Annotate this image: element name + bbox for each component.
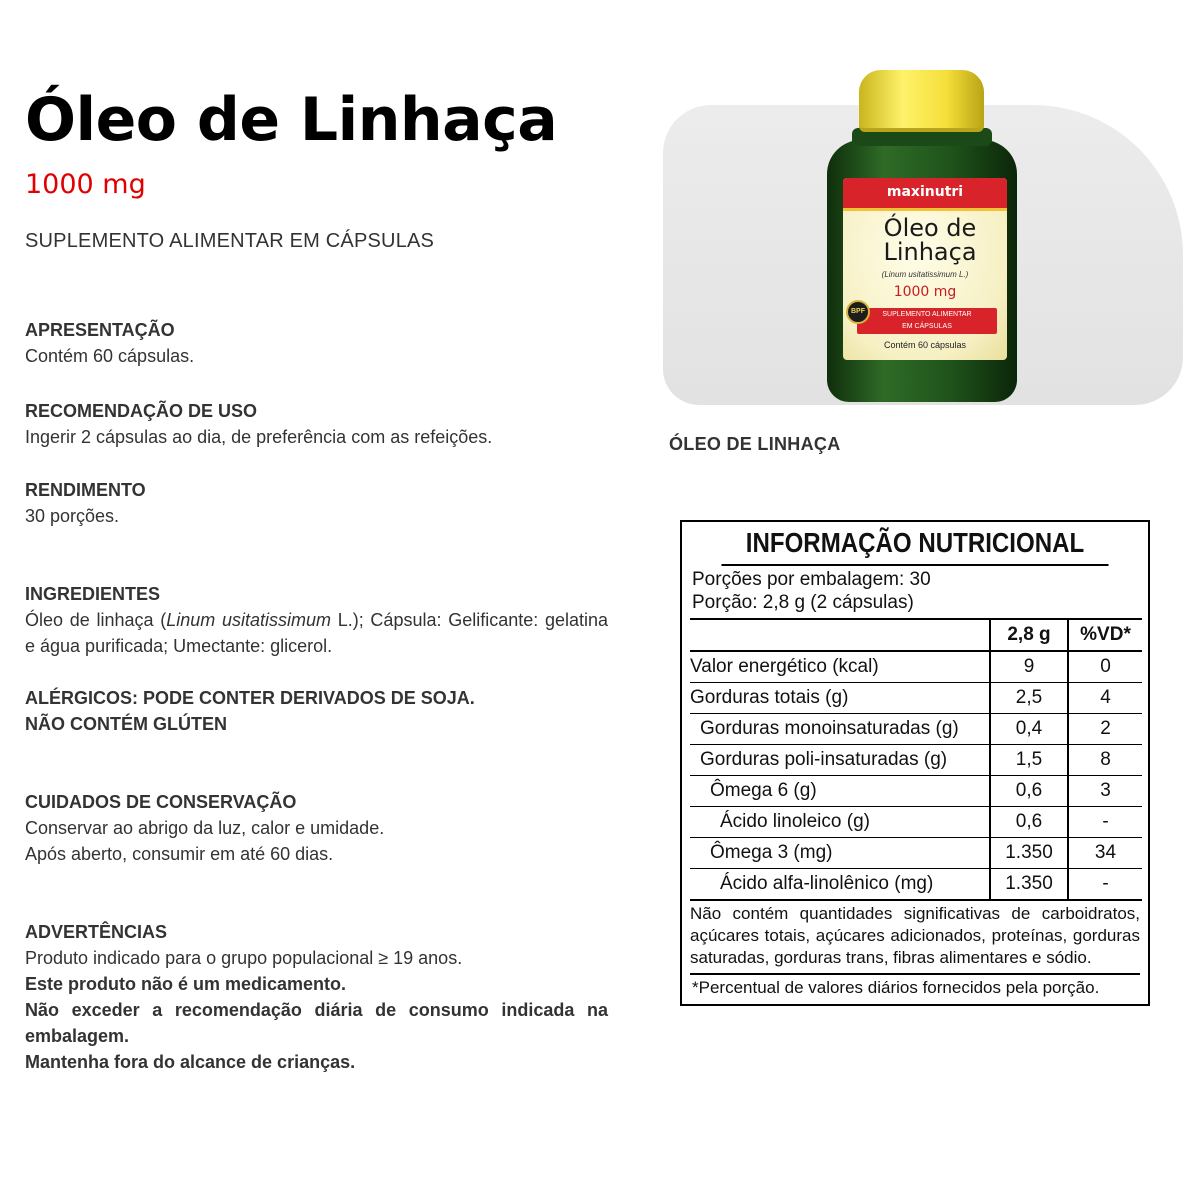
nutrient-amount: 2,5	[990, 683, 1068, 714]
nutrition-table	[690, 618, 1142, 901]
section-apresentacao	[25, 317, 608, 369]
nutrient-amount: 1.350	[990, 869, 1068, 901]
nutrition-row	[690, 776, 1142, 807]
section-heading: APRESENTAÇÃO	[25, 320, 175, 340]
product-subtitle: SUPLEMENTO ALIMENTAR EM CÁPSULAS	[25, 230, 435, 252]
section-text: Após aberto, consumir em até 60 dias.	[25, 844, 334, 864]
page-title: Óleo de Linhaça	[25, 85, 558, 155]
nutrient-amount: 1.350	[990, 838, 1068, 869]
ingredients-text-a: Óleo de linhaça (	[25, 610, 167, 630]
brand-logo: maxinutri	[886, 184, 964, 200]
nutrition-servings	[682, 566, 1148, 614]
amount-column-header: 2,8 g	[990, 619, 1068, 651]
nutrient-vd: 2	[1068, 714, 1142, 745]
label-capsule-count: Contém 60 cápsulas	[883, 340, 967, 350]
nutrient-vd: 8	[1068, 745, 1142, 776]
nutrient-name: Gorduras poli-insaturadas (g)	[690, 745, 990, 776]
nutrient-name: Valor energético (kcal)	[690, 651, 990, 683]
nutrient-vd: 0	[1068, 651, 1142, 683]
nutrition-title: INFORMAÇÃO NUTRICIONAL	[722, 522, 1109, 566]
nutrition-row	[690, 651, 1142, 683]
portion-size: Porção: 2,8 g (2 cápsulas)	[692, 592, 914, 613]
section-heading: RENDIMENTO	[25, 480, 146, 500]
label-supplement-strip	[857, 308, 997, 334]
gluten-statement: NÃO CONTÉM GLÚTEN	[25, 714, 227, 734]
nutrient-column-header	[690, 619, 990, 651]
warning-children: Mantenha fora do alcance de crianças.	[25, 1052, 356, 1072]
nutrient-name: Gorduras totais (g)	[690, 683, 990, 714]
nutrition-footnote: *Percentual de valores diários fornecidos pela porção.	[690, 973, 1140, 1001]
section-rendimento	[25, 477, 608, 529]
bottle-cap	[859, 70, 984, 132]
section-recomendacao	[25, 398, 608, 450]
label-name-line1: Óleo de	[883, 214, 977, 242]
nutrition-header-row	[690, 619, 1142, 651]
nutrient-vd: 4	[1068, 683, 1142, 714]
nutrient-vd: -	[1068, 807, 1142, 838]
nutrient-amount: 9	[990, 651, 1068, 683]
label-latin-name: (Linum usitatissimum L.)	[881, 270, 969, 279]
nutrient-amount: 0,6	[990, 776, 1068, 807]
nutrient-amount: 0,4	[990, 714, 1068, 745]
warning-not-medicine: Este produto não é um medicamento.	[25, 974, 347, 994]
ingredients-text-b: L.); Cápsula: Gelificante: gelatina e água purificada; Umectante: glicerol.	[25, 610, 609, 656]
label-dose: 1000 mg	[893, 284, 957, 300]
section-text: Ingerir 2 cápsulas ao dia, de preferência com as refeições.	[25, 427, 493, 447]
product-caption: ÓLEO DE LINHAÇA	[669, 434, 841, 454]
nutrition-row	[690, 683, 1142, 714]
nutrient-amount: 0,6	[990, 807, 1068, 838]
section-advertencias	[25, 919, 608, 1075]
section-text: Produto indicado para o grupo populacional ≥ 19 anos.	[25, 948, 463, 968]
ingredients-text	[25, 607, 608, 659]
nutrition-row	[690, 745, 1142, 776]
section-text: 30 porções.	[25, 506, 120, 526]
section-heading: RECOMENDAÇÃO DE USO	[25, 401, 258, 421]
nutrition-row	[690, 714, 1142, 745]
nutrient-vd: 34	[1068, 838, 1142, 869]
nutrient-name: Ômega 6 (g)	[690, 776, 990, 807]
nutrient-name: Ômega 3 (mg)	[690, 838, 990, 869]
section-ingredientes	[25, 581, 608, 659]
section-conservacao	[25, 789, 608, 867]
nutrient-name: Gorduras monoinsaturadas (g)	[690, 714, 990, 745]
nutrient-vd: 3	[1068, 776, 1142, 807]
section-text: Contém 60 cápsulas.	[25, 346, 195, 366]
label-name-line2: Linhaça	[883, 238, 977, 266]
nutrition-row	[690, 838, 1142, 869]
section-alergicos	[25, 685, 608, 737]
bpf-seal-icon: BPF	[846, 300, 870, 324]
servings-per-package: Porções por embalagem: 30	[692, 569, 931, 590]
ingredients-latin-name: Linum usitatissimum	[166, 610, 331, 630]
nutrient-name: Ácido alfa-linolênico (mg)	[690, 869, 990, 901]
section-text: Conservar ao abrigo da luz, calor e umidade.	[25, 818, 385, 838]
label-strip-line1: SUPLEMENTO ALIMENTAR	[882, 311, 972, 318]
nutrient-amount: 1,5	[990, 745, 1068, 776]
nutrition-facts-panel	[680, 520, 1150, 1006]
allergen-warning: ALÉRGICOS: PODE CONTER DERIVADOS DE SOJA.	[25, 688, 475, 708]
section-heading: CUIDADOS DE CONSERVAÇÃO	[25, 792, 297, 812]
nutrient-name: Ácido linoleico (g)	[690, 807, 990, 838]
label-product-name	[855, 216, 1005, 264]
product-dose: 1000 mg	[25, 169, 146, 200]
warning-dosage: Não exceder a recomendação diária de consumo indicada na embalagem.	[25, 1000, 608, 1046]
nutrient-vd: -	[1068, 869, 1142, 901]
label-strip-line2: EM CÁPSULAS	[902, 323, 952, 330]
section-heading: ADVERTÊNCIAS	[25, 922, 168, 942]
section-heading: INGREDIENTES	[25, 584, 161, 604]
nutrition-row	[690, 807, 1142, 838]
nutrition-note: Não contém quantidades significativas de carboidratos, açúcares totais, açúcares adicionados, proteínas, gorduras saturadas, gorduras trans, fibras alimentares e sódio.	[690, 904, 1140, 967]
bottle-label	[843, 178, 1007, 360]
nutrition-row	[690, 869, 1142, 901]
vd-column-header: %VD*	[1068, 619, 1142, 651]
